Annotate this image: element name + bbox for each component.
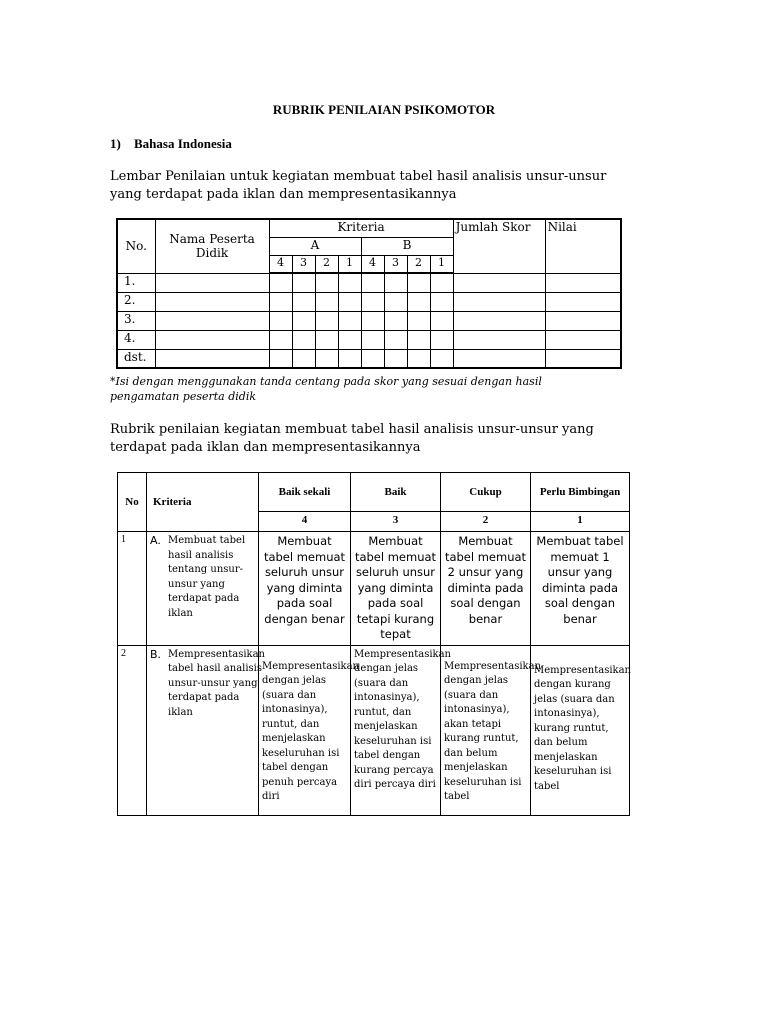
header-group-a: A [269, 237, 361, 255]
criterion-cell [147, 532, 259, 646]
check-cell[interactable] [430, 349, 453, 368]
input-cell[interactable] [545, 349, 621, 368]
check-cell[interactable] [269, 330, 292, 349]
header-level: Baik [351, 473, 441, 512]
input-cell[interactable] [155, 273, 269, 292]
check-cell[interactable] [315, 311, 338, 330]
score-header: 1 [338, 255, 361, 273]
check-cell[interactable] [338, 292, 361, 311]
check-cell[interactable] [315, 349, 338, 368]
descriptor-cell: Membuat tabel memuat seluruh unsur yang diminta pada soal tetapi kurang tepat [351, 532, 441, 646]
table-row [118, 532, 630, 646]
check-cell[interactable] [292, 311, 315, 330]
header-nilai: Nilai [545, 219, 621, 273]
input-cell[interactable] [545, 311, 621, 330]
descriptor-cell: Membuat tabel memuat seluruh unsur yang diminta pada soal dengan benar [259, 532, 351, 646]
input-cell[interactable] [155, 311, 269, 330]
descriptor-cell: Mempresentasikan dengan kurang jelas (suara dan intonasinya), kurang runtut, dan belum menjelaskan keseluruhan isi tabel [531, 645, 630, 815]
check-cell[interactable] [430, 311, 453, 330]
score-header: 3 [384, 255, 407, 273]
header-level: Baik sekali [259, 473, 351, 512]
score-header: 2 [315, 255, 338, 273]
table-row [117, 292, 621, 311]
header-score: 3 [351, 512, 441, 532]
header-group-b: B [361, 237, 453, 255]
header-score: 1 [531, 512, 630, 532]
header-jumlah-skor: Jumlah Skor [453, 219, 545, 273]
check-cell[interactable] [384, 311, 407, 330]
table-row [118, 645, 630, 815]
check-cell[interactable] [338, 330, 361, 349]
row-number: 4. [117, 330, 155, 349]
rubric-intro-paragraph: Rubrik penilaian kegiatan membuat tabel hasil analisis unsur-unsur yang terdapat pada iklan dan mempresentasikannya [110, 422, 594, 455]
input-cell[interactable] [453, 330, 545, 349]
check-cell[interactable] [407, 349, 430, 368]
check-cell[interactable] [292, 349, 315, 368]
header-level: Perlu Bimbingan [531, 473, 630, 512]
table-row [117, 349, 621, 368]
check-cell[interactable] [407, 292, 430, 311]
input-cell[interactable] [545, 292, 621, 311]
score-header: 1 [430, 255, 453, 273]
check-cell[interactable] [430, 330, 453, 349]
row-number: 3. [117, 311, 155, 330]
section-heading [110, 136, 232, 152]
descriptor-cell: Membuat tabel memuat 1 unsur yang diminta pada soal dengan benar [531, 532, 630, 646]
criterion-text: Membuat tabel hasil analisis tentang unsur-unsur yang terdapat pada iklan [168, 535, 246, 619]
table-row [117, 273, 621, 292]
check-cell[interactable] [407, 273, 430, 292]
input-cell[interactable] [155, 349, 269, 368]
check-cell[interactable] [315, 273, 338, 292]
descriptor-cell: Mempresentasikan dengan jelas (suara dan intonasinya), runtut, dan menjelaskan keseluruhan isi tabel dengan kurang percaya diri percaya diri [351, 645, 441, 815]
header-score: 4 [259, 512, 351, 532]
row-number: dst. [117, 349, 155, 368]
table-row [117, 311, 621, 330]
criterion-text: Mempresentasikan tabel hasil analisis unsur-unsur yang terdapat pada iklan [168, 648, 266, 718]
input-cell[interactable] [453, 349, 545, 368]
header-score: 2 [441, 512, 531, 532]
input-cell[interactable] [545, 273, 621, 292]
check-cell[interactable] [338, 349, 361, 368]
input-cell[interactable] [155, 292, 269, 311]
score-header: 4 [269, 255, 292, 273]
header-no: No. [117, 219, 155, 273]
check-cell[interactable] [292, 292, 315, 311]
descriptor-cell: Membuat tabel memuat 2 unsur yang diminta pada soal dengan benar [441, 532, 531, 646]
row-number: 2 [118, 645, 147, 815]
assessment-sheet-table [116, 218, 622, 369]
page-title: RUBRIK PENILAIAN PSIKOMOTOR [272, 102, 496, 117]
section-number: 1) [110, 136, 121, 151]
row-number: 2. [117, 292, 155, 311]
score-header: 3 [292, 255, 315, 273]
check-cell[interactable] [384, 330, 407, 349]
check-cell[interactable] [430, 292, 453, 311]
check-cell[interactable] [361, 273, 384, 292]
input-cell[interactable] [453, 292, 545, 311]
input-cell[interactable] [155, 330, 269, 349]
input-cell[interactable] [453, 273, 545, 292]
descriptor-cell: Mempresentasikan dengan jelas (suara dan intonasinya), akan tetapi kurang runtut, dan belum menjelaskan keseluruhan isi tabel [441, 645, 531, 815]
footnote: *Isi dengan menggunakan tanda centang pada skor yang sesuai dengan hasil pengamatan peserta didik [110, 375, 542, 403]
criterion-letter: A. [150, 534, 161, 547]
check-cell[interactable] [292, 330, 315, 349]
header-no: No [118, 473, 147, 532]
check-cell[interactable] [292, 273, 315, 292]
check-cell[interactable] [407, 330, 430, 349]
header-level: Cukup [441, 473, 531, 512]
check-cell[interactable] [315, 292, 338, 311]
descriptor-cell: Mempresentasikan dengan jelas (suara dan intonasinya), runtut, dan menjelaskan keseluruhan isi tabel dengan penuh percaya diri [259, 645, 351, 815]
header-kriteria: Kriteria [269, 219, 453, 237]
input-cell[interactable] [545, 330, 621, 349]
intro-paragraph: Lembar Penilaian untuk kegiatan membuat tabel hasil analisis unsur-unsur yang terdapat pada iklan dan mempresentasikannya [110, 169, 607, 202]
check-cell[interactable] [384, 349, 407, 368]
check-cell[interactable] [269, 273, 292, 292]
section-label: Bahasa Indonesia [134, 136, 232, 151]
check-cell[interactable] [361, 349, 384, 368]
header-nama-peserta: Nama Peserta Didik [155, 219, 269, 273]
check-cell[interactable] [361, 292, 384, 311]
criterion-letter: B. [150, 647, 162, 661]
score-header: 4 [361, 255, 384, 273]
check-cell[interactable] [361, 330, 384, 349]
check-cell[interactable] [384, 273, 407, 292]
check-cell[interactable] [315, 330, 338, 349]
check-cell[interactable] [384, 292, 407, 311]
header-kriteria: Kriteria [147, 473, 259, 532]
check-cell[interactable] [338, 273, 361, 292]
check-cell[interactable] [269, 311, 292, 330]
rubric-table [117, 472, 630, 816]
check-cell[interactable] [361, 311, 384, 330]
table-row [117, 330, 621, 349]
check-cell[interactable] [407, 311, 430, 330]
check-cell[interactable] [269, 349, 292, 368]
score-header: 2 [407, 255, 430, 273]
check-cell[interactable] [338, 311, 361, 330]
row-number: 1 [118, 532, 147, 646]
row-number: 1. [117, 273, 155, 292]
criterion-cell [147, 645, 266, 815]
check-cell[interactable] [269, 292, 292, 311]
input-cell[interactable] [453, 311, 545, 330]
check-cell[interactable] [430, 273, 453, 292]
